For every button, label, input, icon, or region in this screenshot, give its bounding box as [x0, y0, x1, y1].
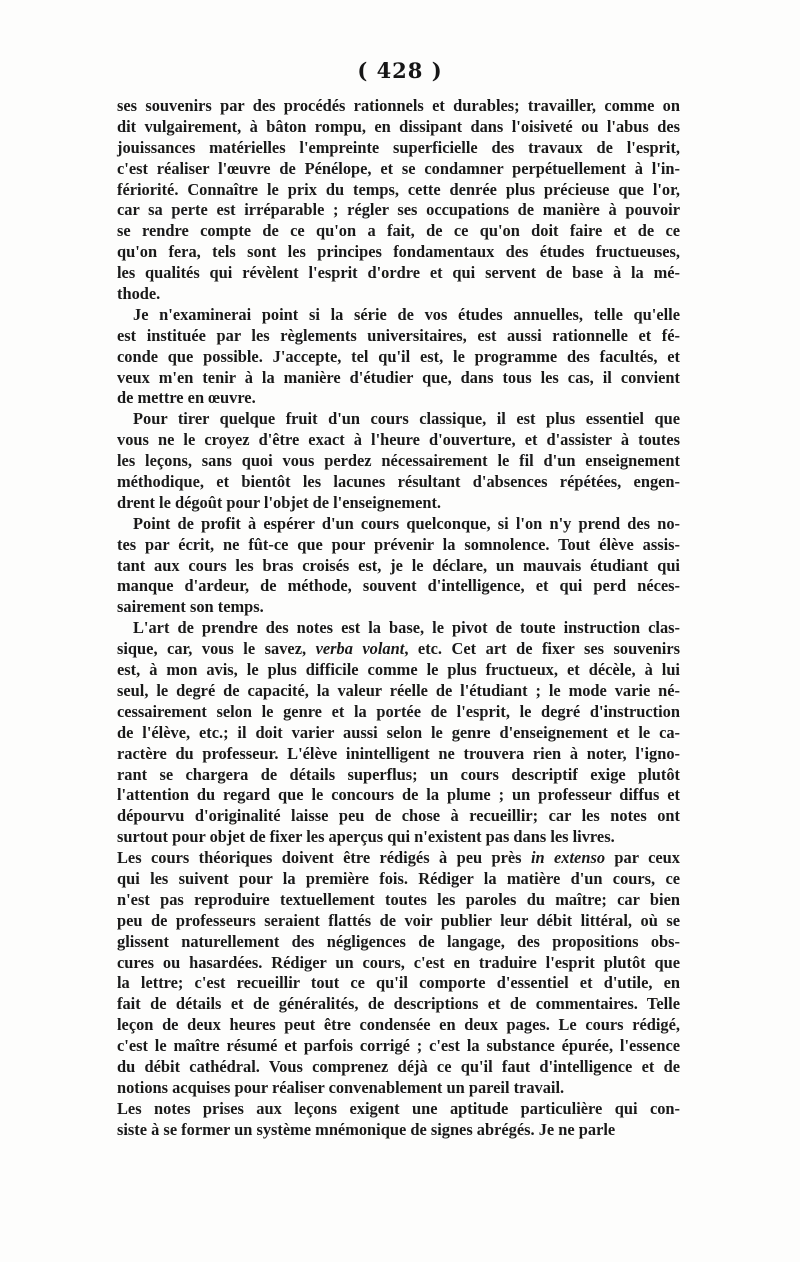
paragraph	[117, 1099, 680, 1141]
latin-phrase: in extenso	[530, 848, 606, 868]
text-line: ractère du professeur. L'élève inintelligent ne trouvera rien à noter, l'igno-	[117, 743, 680, 763]
text-line: sique, car, vous le savez, verba volant, etc. Cet art de fixer ses souvenirs	[117, 639, 680, 659]
paragraph	[117, 409, 680, 513]
text-line: n'est pas reproduire textuellement toutes les paroles du maître; car bien	[117, 889, 680, 909]
paragraph	[117, 848, 680, 1099]
text-line: les qualités qui révèlent l'esprit d'ordre et qui servent de base à la mé-	[117, 263, 680, 283]
text-line: les leçons, sans quoi vous perdez nécessairement le fil d'un enseignement	[117, 451, 680, 471]
text-line: drent le dégoût pour l'objet de l'enseignement.	[117, 492, 442, 512]
text-line: peu de professeurs seraient flattés de voir publier leur débit littéral, où se	[117, 910, 680, 930]
text-line: Les notes prises aux leçons exigent une aptitude particulière qui con-	[117, 1098, 680, 1118]
text-line: tes par écrit, ne fût-ce que pour prévenir la somnolence. Tout élève assis-	[117, 534, 680, 554]
page-number: ( 428 )	[357, 58, 443, 83]
text-line: ses souvenirs par des procédés rationnels et durables; travailler, comme on	[117, 96, 680, 115]
text-line: Je n'examinerai point si la série de vos études annuelles, telle qu'elle	[133, 304, 680, 324]
text-line: de mettre en œuvre.	[117, 388, 256, 408]
text-line: Les cours théoriques doivent être rédigés à peu près in extenso par ceux	[117, 848, 680, 868]
text-line: leçon de deux heures peut être condensée en deux pages. Le cours rédigé,	[117, 1015, 680, 1035]
text-line: jouissances matérielles l'empreinte superficielle des travaux de l'esprit,	[117, 137, 680, 157]
latin-phrase: verba volant	[315, 639, 405, 659]
text-line: cures ou hasardées. Rédiger un cours, c'est en traduire l'esprit plutôt que	[117, 952, 680, 972]
text-line: la lettre; c'est recueillir tout ce qu'il comporte d'essentiel et d'utile, en	[117, 973, 680, 993]
text-line: L'art de prendre des notes est la base, le pivot de toute instruction clas-	[133, 618, 680, 638]
text-line: c'est réaliser l'œuvre de Pénélope, et se condamner perpétuellement à l'in-	[117, 158, 680, 178]
text-line: c'est le maître résumé et parfois corrigé ; c'est la substance épurée, l'essence	[117, 1036, 680, 1056]
paragraph	[117, 96, 680, 305]
text-line: conde que possible. J'accepte, tel qu'il est, le programme des facultés, et	[117, 346, 680, 366]
body-text	[117, 96, 680, 1141]
text-line: dit vulgairement, à bâton rompu, en dissipant dans l'oisiveté ou l'abus des	[117, 116, 680, 136]
text-line: est, à mon avis, le plus difficile comme le plus fructueux, et décèle, à lui	[117, 660, 680, 680]
text-line: qui les suivent pour la première fois. Rédiger la matière d'un cours, ce	[117, 868, 680, 888]
text-line: sairement son temps.	[117, 597, 264, 617]
text-line: du débit cathédral. Vous comprenez déjà ce qu'il faut d'intelligence et de	[117, 1056, 680, 1076]
text-line: méthodique, et bientôt les lacunes résultant d'absences répétées, engen-	[117, 472, 680, 492]
text-line: Point de profit à espérer d'un cours quelconque, si l'on n'y prend des no-	[133, 513, 680, 533]
text-line: est instituée par les règlements universitaires, est aussi rationnelle et fé-	[117, 325, 680, 345]
text-line: siste à se former un système mnémonique de signes abrégés. Je ne parle	[117, 1119, 616, 1139]
text-line: veux m'en tenir à la manière d'étudier que, dans tous les cas, il convient	[117, 367, 680, 387]
text-line: glissent naturellement des négligences de langage, des propositions obs-	[117, 931, 680, 951]
text-line: notions acquises pour réaliser convenablement un pareil travail.	[117, 1077, 565, 1097]
text-line: seul, le degré de capacité, la valeur réelle de l'étudiant ; le mode varie né-	[117, 680, 680, 700]
text-line: surtout pour objet de fixer les aperçus qui n'existent pas dans les livres.	[117, 827, 615, 847]
text-line: tant aux cours les bras croisés est, je le déclare, un mauvais étudiant qui	[117, 555, 680, 575]
text-line: car sa perte est irréparable ; régler ses occupations de manière à pouvoir	[117, 200, 680, 220]
paragraph	[117, 514, 680, 618]
text-line: rant se chargera de détails superflus; un cours descriptif exige plutôt	[117, 764, 680, 784]
text-line: se rendre compte de ce qu'on a fait, de ce qu'on doit faire et de ce	[117, 221, 680, 241]
text-line: dépourvu d'originalité laisse peu de chose à recueillir; car les notes ont	[117, 806, 680, 826]
text-line: fait de détails et de généralités, de descriptions et de commentaires. Telle	[117, 994, 680, 1014]
text-line: cessairement selon le genre et la portée de l'esprit, le degré d'instruction	[117, 701, 680, 721]
text-line: de l'élève, etc.; il doit varier aussi selon le genre d'enseignement et le ca-	[117, 722, 680, 742]
text-line: l'attention du regard que le concours de la plume ; un professeur diffus et	[117, 785, 680, 805]
text-line: vous ne le croyez d'être exact à l'heure d'ouverture, et d'assister à toutes	[117, 430, 680, 450]
text-line: fériorité. Connaître le prix du temps, cette denrée plus précieuse que l'or,	[117, 179, 680, 199]
text-line: manque d'ardeur, de méthode, souvent d'intelligence, et qui perd néces-	[117, 576, 680, 596]
paragraph	[117, 618, 680, 848]
text-line: qu'on fera, tels sont les principes fondamentaux des études fructueuses,	[117, 242, 680, 262]
text-line: Pour tirer quelque fruit d'un cours classique, il est plus essentiel que	[133, 409, 680, 429]
text-line: thode.	[117, 284, 161, 304]
paragraph	[117, 305, 680, 409]
